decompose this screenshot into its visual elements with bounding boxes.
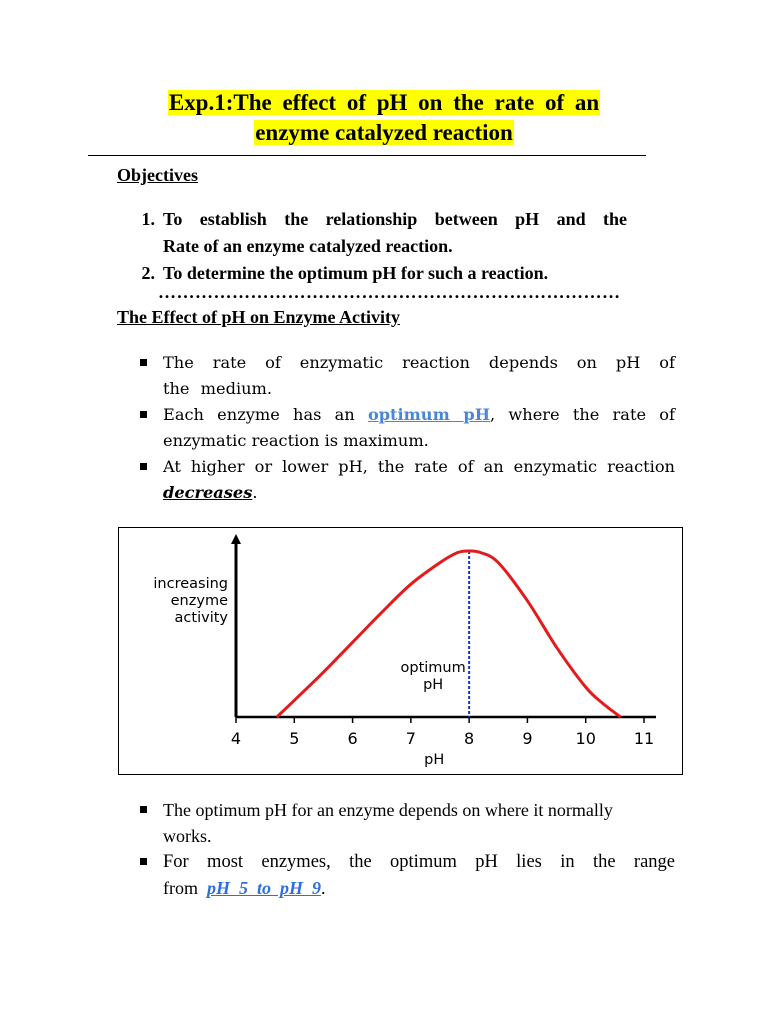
page-title xyxy=(0,88,768,148)
annotation-line: optimum xyxy=(400,660,466,676)
title-divider xyxy=(88,155,646,156)
bullet-text-line1 xyxy=(163,402,675,428)
list-item xyxy=(140,797,675,849)
bullet-text-line2: works. xyxy=(163,826,212,846)
y-axis-arrow-icon xyxy=(231,534,241,544)
bullet-list xyxy=(140,350,675,506)
title-line-2: enzyme catalyzed reaction xyxy=(255,120,513,145)
bullet-text-line2: enzymatic reaction is maximum. xyxy=(163,431,429,450)
bullet-text-pre: from xyxy=(163,878,207,898)
optimum-ph-link[interactable]: optimum pH xyxy=(367,405,491,424)
y-label-line: enzyme xyxy=(170,593,228,609)
x-tick-label: 4 xyxy=(230,729,242,748)
section-heading: The Effect of pH on Enzyme Activity xyxy=(117,307,400,327)
optimum-annotation xyxy=(401,660,466,693)
objectives-list xyxy=(117,206,627,287)
bullet-text-line2 xyxy=(163,875,675,901)
x-tick-label: 9 xyxy=(522,729,533,748)
y-axis-label xyxy=(153,576,228,626)
objective-item xyxy=(117,206,627,260)
ph-range-link[interactable]: pH 5 to pH 9 xyxy=(207,878,322,898)
list-item xyxy=(140,350,675,402)
square-bullet-icon xyxy=(140,454,163,506)
x-tick-label: 6 xyxy=(347,729,358,748)
x-tick-labels xyxy=(231,729,654,748)
bullet-text-line1: The optimum pH for an enzyme depends on where it normally xyxy=(163,800,613,820)
bullet-text-line2: the medium. xyxy=(163,379,273,398)
bullet-text-line1: For most enzymes, the optimum pH lies in the range xyxy=(163,852,675,872)
enzyme-activity-chart xyxy=(118,527,683,775)
bullet-text-pre: Each enzyme has an xyxy=(163,405,368,424)
annotation-line: pH xyxy=(423,677,444,693)
x-tick-label: 10 xyxy=(575,729,596,748)
bullet-text-post: . xyxy=(321,878,326,898)
bullet-text-post: , where the rate of xyxy=(490,405,675,424)
objectives-heading: Objectives xyxy=(117,165,198,185)
x-tick-label: 11 xyxy=(633,729,655,748)
x-tick-label: 8 xyxy=(464,729,475,748)
x-axis-label: pH xyxy=(424,752,445,768)
square-bullet-icon xyxy=(140,849,163,901)
list-item xyxy=(140,454,675,506)
activity-curve xyxy=(277,551,621,717)
square-bullet-icon xyxy=(140,350,163,402)
y-label-line: activity xyxy=(174,610,228,626)
square-bullet-icon xyxy=(140,797,163,849)
objective-text-line1: To determine the optimum pH for such a reaction. xyxy=(163,263,549,283)
bullet-text-line1: At higher or lower pH, the rate of an enzymatic reaction xyxy=(163,457,675,476)
decreases-emphasis: decreases xyxy=(163,483,253,502)
chart-svg xyxy=(119,528,682,774)
objective-text-line1: To establish the relationship between pH and the xyxy=(163,209,627,229)
objective-number: 1. xyxy=(141,209,155,229)
title-line-1: Exp.1:The effect of pH on the rate of an xyxy=(168,90,600,115)
square-bullet-icon xyxy=(140,402,163,454)
list-item xyxy=(140,849,675,901)
dotted-separator: ………………………………………………………………… xyxy=(158,282,621,302)
bullet-text-line2 xyxy=(163,480,675,506)
list-item xyxy=(140,402,675,454)
bottom-bullet-list xyxy=(140,797,675,901)
y-label-line: increasing xyxy=(153,576,228,592)
bullet-text-line1: The rate of enzymatic reaction depends on pH of xyxy=(163,353,675,372)
x-tick-label: 5 xyxy=(289,729,300,748)
bullet-text-post: . xyxy=(252,483,258,502)
objective-text-line2: Rate of an enzyme catalyzed reaction. xyxy=(163,236,453,256)
objective-number: 2. xyxy=(141,263,155,283)
x-tick-label: 7 xyxy=(405,729,416,748)
